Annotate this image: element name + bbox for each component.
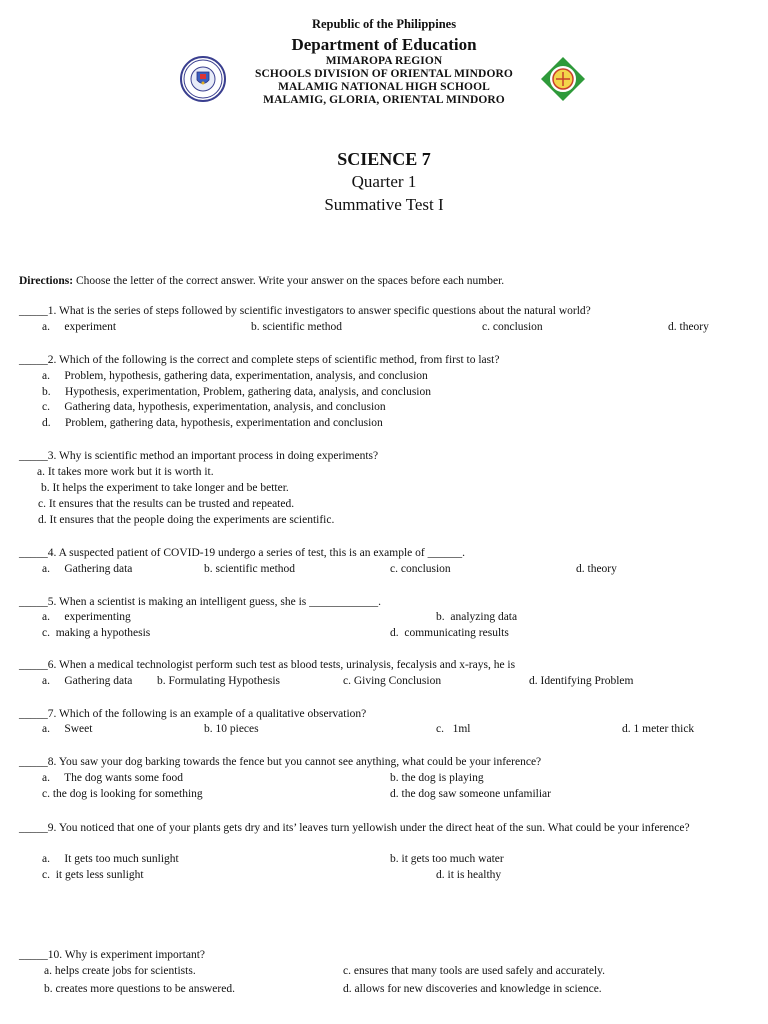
directions-label: Directions: (19, 275, 74, 287)
directions-text: Choose the letter of the correct answer. Write your answer on the spaces before each number. (73, 275, 505, 287)
question-6-option-d[interactable]: d. Identifying Problem (529, 675, 634, 687)
question-5-option-a[interactable]: a. experimenting (42, 611, 131, 623)
question-1-option-c[interactable]: c. conclusion (482, 321, 543, 333)
question-1-option-d[interactable]: d. theory (668, 321, 709, 333)
question-8-stem: _____8. You saw your dog barking towards the fence but you cannot see anything, what could be your inference? (19, 756, 542, 768)
question-2-option-c[interactable]: c. Gathering data, hypothesis, experimentation, analysis, and conclusion (42, 401, 386, 413)
question-8-option-c[interactable]: c. the dog is looking for something (42, 788, 203, 800)
question-7-option-d[interactable]: d. 1 meter thick (622, 723, 695, 735)
question-7-option-c[interactable]: c. 1ml (436, 723, 471, 735)
question-1-option-b[interactable]: b. scientific method (251, 321, 343, 333)
question-4-option-d[interactable]: d. theory (576, 563, 617, 575)
question-10-option-d[interactable]: d. allows for new discoveries and knowledge in science. (343, 983, 602, 995)
question-3-option-b[interactable]: b. It helps the experiment to take longer and be better. (41, 482, 289, 494)
question-6-option-b[interactable]: b. Formulating Hypothesis (157, 675, 280, 687)
question-8-option-a[interactable]: a. The dog wants some food (42, 772, 183, 784)
question-1-option-a[interactable]: a. experiment (42, 321, 117, 333)
question-3-option-d[interactable]: d. It ensures that the people doing the experiments are scientific. (38, 514, 335, 526)
question-4-option-a[interactable]: a. Gathering data (42, 563, 133, 575)
question-7-option-b[interactable]: b. 10 pieces (204, 723, 259, 735)
document-header (0, 14, 768, 107)
question-4-option-b[interactable]: b. scientific method (204, 563, 296, 575)
question-8-option-b[interactable]: b. the dog is playing (390, 772, 484, 784)
question-2-option-d[interactable]: d. Problem, gathering data, hypothesis, experimentation and conclusion (42, 417, 383, 429)
question-3-option-a[interactable]: a. It takes more work but it is worth it. (37, 466, 214, 478)
test-title: Summative Test I (324, 195, 444, 214)
question-9-option-b[interactable]: b. it gets too much water (390, 853, 504, 865)
question-10-option-b[interactable]: b. creates more questions to be answered. (44, 983, 235, 995)
question-2-option-b[interactable]: b. Hypothesis, experimentation, Problem, gathering data, analysis, and conclusion (42, 386, 432, 398)
question-9-option-c[interactable]: c. it gets less sunlight (42, 869, 144, 881)
directions (19, 273, 749, 289)
question-7-stem: _____7. Which of the following is an example of a qualitative observation? (19, 708, 367, 720)
department-title: Department of Education (291, 35, 477, 54)
question-3-option-c[interactable]: c. It ensures that the results can be trusted and repeated. (38, 498, 295, 510)
question-9-option-a[interactable]: a. It gets too much sunlight (42, 853, 179, 865)
quarter-title: Quarter 1 (351, 172, 417, 191)
question-5-option-b[interactable]: b. analyzing data (436, 611, 518, 623)
question-5-stem: _____5. When a scientist is making an intelligent guess, she is ____________. (19, 596, 381, 608)
question-9-option-d[interactable]: d. it is healthy (436, 869, 502, 881)
question-7-option-a[interactable]: a. Sweet (42, 723, 93, 735)
question-1-stem: _____1. What is the series of steps followed by scientific investigators to answer specific questions about the natural world? (19, 305, 591, 317)
question-10-option-a[interactable]: a. helps create jobs for scientists. (44, 965, 196, 977)
question-8-option-d[interactable]: d. the dog saw someone unfamiliar (390, 788, 551, 800)
question-6-option-c[interactable]: c. Giving Conclusion (343, 675, 442, 687)
division-line: SCHOOLS DIVISION OF ORIENTAL MINDORO (255, 68, 513, 80)
address-line: MALAMIG, GLORIA, ORIENTAL MINDORO (263, 94, 505, 106)
school-logo-icon (540, 56, 586, 102)
question-6-option-a[interactable]: a. Gathering data (42, 675, 133, 687)
question-5-option-d[interactable]: d. communicating results (390, 627, 509, 639)
region-line: MIMAROPA REGION (325, 55, 443, 67)
question-6-stem: _____6. When a medical technologist perform such test as blood tests, urinalysis, fecalysis and x-rays, he is (19, 659, 516, 671)
question-3-stem: _____3. Why is scientific method an important process in doing experiments? (19, 450, 379, 462)
school-line: MALAMIG NATIONAL HIGH SCHOOL (278, 81, 490, 93)
question-5-option-c[interactable]: c. making a hypothesis (42, 627, 151, 639)
subject-title: SCIENCE 7 (337, 149, 431, 169)
question-10-option-c[interactable]: c. ensures that many tools are used safely and accurately. (343, 965, 606, 977)
deped-seal-icon (180, 56, 226, 102)
question-9-stem: _____9. You noticed that one of your plants gets dry and its’ leaves turn yellowish under the direct heat of the sun. What could be your inference? (19, 822, 690, 834)
question-2-stem: _____2. Which of the following is the correct and complete steps of scientific method, from first to last? (19, 354, 500, 366)
question-4-option-c[interactable]: c. conclusion (390, 563, 451, 575)
question-2-option-a[interactable]: a. Problem, hypothesis, gathering data, experimentation, analysis, and conclusion (42, 370, 428, 382)
question-4-stem: _____4. A suspected patient of COVID-19 undergo a series of test, this is an example of ______. (19, 547, 465, 559)
republic-line: Republic of the Philippines (311, 17, 457, 31)
test-titles (0, 148, 768, 216)
question-10-stem: _____10. Why is experiment important? (19, 949, 205, 961)
